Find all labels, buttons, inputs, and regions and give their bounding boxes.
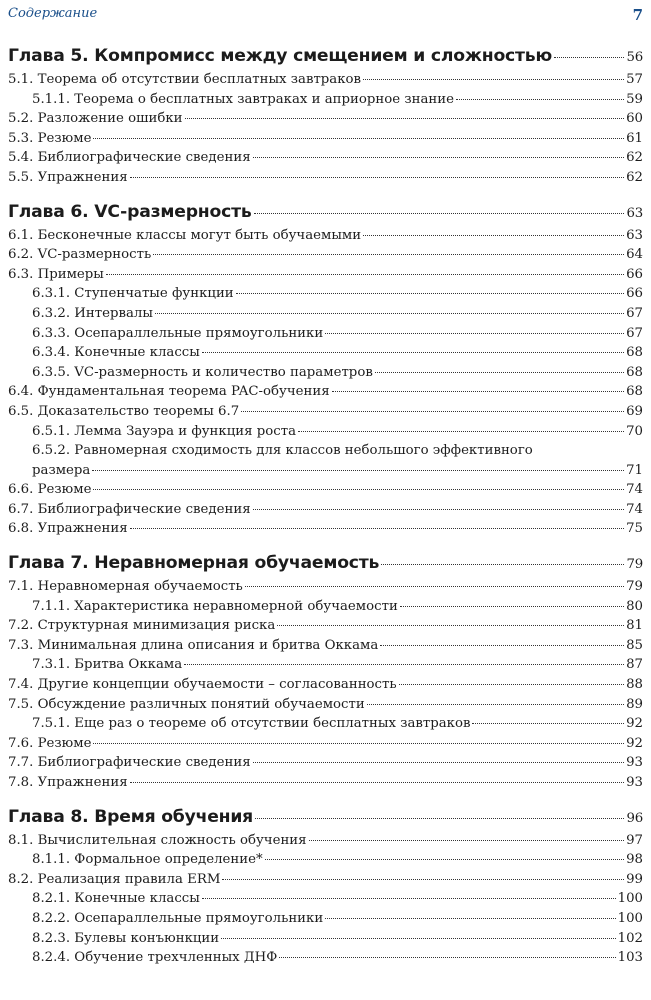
toc-page-number: 103 xyxy=(617,950,643,966)
toc-subsection-entry[interactable] xyxy=(8,597,643,617)
toc-page-number: 98 xyxy=(626,852,643,868)
dot-leader xyxy=(456,99,624,100)
toc-entry-title: Глава 5. Компромисс между смещением и сложностью xyxy=(8,46,552,66)
toc-page-number: 60 xyxy=(626,111,643,127)
toc-section-entry[interactable] xyxy=(8,226,643,246)
toc-section-entry[interactable] xyxy=(8,753,643,773)
toc-page-number: 99 xyxy=(626,871,643,887)
toc-entry-title: 6.3. Примеры xyxy=(8,266,104,282)
toc-entry-continuation xyxy=(32,461,643,481)
toc-page-number: 80 xyxy=(626,598,643,614)
dot-leader xyxy=(185,118,625,119)
toc-page-number: 75 xyxy=(626,521,643,537)
toc-entry-title: 6.3.5. VC-размерность и количество параметров xyxy=(32,364,373,380)
dot-leader xyxy=(130,528,624,529)
toc-section-entry[interactable] xyxy=(8,577,643,597)
toc-subsection-entry[interactable] xyxy=(8,889,643,909)
toc-page-number: 93 xyxy=(626,755,643,771)
toc-entry-title: 7.8. Упражнения xyxy=(8,775,128,790)
toc-entry-title: 6.1. Бесконечные классы могут быть обучаемыми xyxy=(8,227,362,243)
toc-entry-title: 7.6. Резюме xyxy=(8,735,92,751)
dot-leader xyxy=(253,157,625,158)
toc-entry-title: 6.2. VC-размерность xyxy=(8,247,152,263)
dot-leader xyxy=(202,352,624,353)
toc-entry-title: 8.2.3. Булевы конъюнкции xyxy=(32,930,220,946)
toc-entry-title: 7.7. Библиографические сведения xyxy=(8,755,251,771)
toc-subsection-entry[interactable] xyxy=(8,441,643,480)
toc-page-number: 93 xyxy=(626,775,643,790)
dot-leader xyxy=(202,898,616,899)
toc-entry-title: 8.1. Вычислительная сложность обучения xyxy=(8,832,307,848)
toc-page-number: 97 xyxy=(626,832,643,848)
toc-entry-title: 6.8. Упражнения xyxy=(8,521,128,537)
toc-entry-title: 6.4. Фундаментальная теорема PAC-обучения xyxy=(8,384,330,400)
toc-entry-title: 8.2. Реализация правила ERM xyxy=(8,871,221,887)
dot-leader xyxy=(93,489,624,490)
toc-page-number: 79 xyxy=(626,579,643,595)
dot-leader xyxy=(399,684,624,685)
toc-page-number: 87 xyxy=(626,657,643,673)
dot-leader xyxy=(381,564,624,565)
dot-leader xyxy=(93,743,624,744)
toc-entry-title: 6.7. Библиографические сведения xyxy=(8,501,251,517)
toc-entry-title: 5.2. Разложение ошибки xyxy=(8,111,183,127)
toc-section-entry[interactable] xyxy=(8,519,643,539)
toc-section-entry[interactable] xyxy=(8,870,643,890)
toc-section-entry[interactable] xyxy=(8,695,643,715)
toc-entry-title: Глава 6. VC-размерность xyxy=(8,201,252,222)
dot-leader xyxy=(253,509,625,510)
toc-page-number: 64 xyxy=(626,247,643,263)
toc-entry-title: 6.6. Резюме xyxy=(8,482,92,498)
dot-leader xyxy=(130,177,624,178)
dot-leader xyxy=(472,723,624,724)
toc-entry-title: 6.3.2. Интервалы xyxy=(32,305,153,321)
toc-entry-title: Глава 8. Время обучения xyxy=(8,806,254,827)
toc-entry-title: 6.5. Доказательство теоремы 6.7 xyxy=(8,403,240,419)
toc-subsection-entry[interactable] xyxy=(8,714,643,734)
dot-leader xyxy=(325,918,615,919)
toc-section-entry[interactable] xyxy=(8,129,643,149)
toc-entry-title: 6.3.4. Конечные классы xyxy=(32,345,200,361)
toc-page-number: 88 xyxy=(626,677,643,693)
toc-chapter-entry[interactable] xyxy=(8,200,643,226)
toc-page-number: 69 xyxy=(626,403,643,419)
dot-leader xyxy=(130,782,624,783)
toc-entry-title: 7.3. Минимальная длина описания и бритва Оккама xyxy=(8,637,379,653)
dot-leader xyxy=(325,333,624,334)
toc-page-number: 100 xyxy=(617,891,643,907)
toc-chapter-entry[interactable] xyxy=(8,44,643,70)
dot-leader xyxy=(298,431,624,432)
toc-page-number: 59 xyxy=(626,91,643,107)
toc-page-number: 67 xyxy=(626,325,643,341)
toc-page-number: 62 xyxy=(626,150,643,166)
toc-section-entry[interactable] xyxy=(8,402,643,422)
toc-entry-title: 5.5. Упражнения xyxy=(8,169,128,185)
toc-entry-title: 7.1. Неравномерная обучаемость xyxy=(8,579,243,595)
toc-entry-title: 7.5.1. Еще раз о теореме об отсутствии бесплатных завтраков xyxy=(32,716,471,732)
dot-leader xyxy=(279,957,615,958)
toc-page-number: 70 xyxy=(626,423,643,439)
toc-section-entry[interactable] xyxy=(8,831,643,851)
toc-entry-title: 6.5.2. Равномерная сходимость для классов небольшого эффективного xyxy=(32,443,533,459)
toc-subsection-entry[interactable] xyxy=(8,850,643,870)
toc-page-number: 81 xyxy=(626,618,643,634)
toc-page-number: 61 xyxy=(626,130,643,146)
toc-page-number: 68 xyxy=(626,384,643,400)
dot-leader xyxy=(255,818,624,819)
toc-section-entry[interactable] xyxy=(8,500,643,520)
dot-leader xyxy=(253,762,625,763)
toc-entry-title: 7.3.1. Бритва Оккама xyxy=(32,657,183,673)
toc-subsection-entry[interactable] xyxy=(8,284,643,304)
toc-subsection-entry[interactable] xyxy=(8,929,643,949)
toc-subsection-entry[interactable] xyxy=(8,422,643,442)
toc-subsection-entry[interactable] xyxy=(8,90,643,110)
table-of-contents xyxy=(8,44,643,968)
toc-page-number: 66 xyxy=(626,266,643,282)
dot-leader xyxy=(184,664,624,665)
toc-page-number: 56 xyxy=(626,50,643,65)
toc-page-number: 67 xyxy=(626,305,643,321)
dot-leader xyxy=(106,274,624,275)
toc-section-entry[interactable] xyxy=(8,675,643,695)
toc-entry-title: 8.2.2. Осепараллельные прямоугольники xyxy=(32,910,324,926)
toc-subsection-entry[interactable] xyxy=(8,304,643,324)
toc-page-number: 92 xyxy=(626,735,643,751)
dot-leader xyxy=(400,606,624,607)
toc-page-number: 66 xyxy=(626,286,643,302)
dot-leader xyxy=(241,411,624,412)
toc-section-entry[interactable] xyxy=(8,382,643,402)
toc-subsection-entry[interactable] xyxy=(8,655,643,675)
toc-entry-title: размера xyxy=(32,462,91,478)
dot-leader xyxy=(277,625,624,626)
toc-page-number: 68 xyxy=(626,345,643,361)
toc-page-number: 71 xyxy=(626,462,643,478)
dot-leader xyxy=(245,586,624,587)
toc-section-entry[interactable] xyxy=(8,636,643,656)
toc-entry-title: 5.1.1. Теорема о бесплатных завтраках и априорное знание xyxy=(32,91,455,107)
toc-page-number: 63 xyxy=(626,205,643,221)
dot-leader xyxy=(155,313,624,314)
dot-leader xyxy=(309,840,625,841)
toc-page-number: 74 xyxy=(626,501,643,517)
toc-entry-title: 8.2.4. Обучение трехчленных ДНФ xyxy=(32,950,278,966)
toc-entry-title: 7.1.1. Характеристика неравномерной обучаемости xyxy=(32,598,398,614)
toc-page-number: 68 xyxy=(626,364,643,380)
toc-page-number: 62 xyxy=(626,169,643,185)
dot-leader xyxy=(554,57,624,58)
toc-entry-title: 7.4. Другие концепции обучаемости – согласованность xyxy=(8,677,397,693)
toc-page-number: 96 xyxy=(626,810,643,826)
dot-leader xyxy=(265,859,624,860)
toc-page-number: 89 xyxy=(626,696,643,712)
toc-page-number: 79 xyxy=(626,557,643,573)
toc-chapter-entry[interactable] xyxy=(8,805,643,831)
toc-section-entry[interactable] xyxy=(8,70,643,90)
dot-leader xyxy=(222,879,624,880)
running-header xyxy=(8,6,643,28)
toc-subsection-entry[interactable] xyxy=(8,909,643,929)
toc-entry-title: Глава 7. Неравномерная обучаемость xyxy=(8,553,380,574)
toc-chapter-entry[interactable] xyxy=(8,551,643,577)
toc-section-entry[interactable] xyxy=(8,109,643,129)
header-page-number: 7 xyxy=(632,6,643,24)
toc-entry-title: 7.2. Структурная минимизация риска xyxy=(8,618,276,634)
toc-entry-title: 6.3.1. Ступенчатые функции xyxy=(32,286,234,302)
toc-section-entry[interactable] xyxy=(8,616,643,636)
dot-leader xyxy=(332,391,624,392)
toc-subsection-entry[interactable] xyxy=(8,363,643,383)
dot-leader xyxy=(367,704,624,705)
toc-section-entry[interactable] xyxy=(8,480,643,500)
toc-subsection-entry[interactable] xyxy=(8,948,643,968)
toc-section-entry[interactable] xyxy=(8,168,643,188)
dot-leader xyxy=(363,79,624,80)
toc-entry-title: 6.5.1. Лемма Зауэра и функция роста xyxy=(32,423,297,439)
toc-section-entry[interactable] xyxy=(8,245,643,265)
toc-entry-title: 8.2.1. Конечные классы xyxy=(32,891,200,907)
toc-subsection-entry[interactable] xyxy=(8,343,643,363)
dot-leader xyxy=(221,938,615,939)
dot-leader xyxy=(236,293,624,294)
dot-leader xyxy=(153,254,624,255)
toc-section-entry[interactable] xyxy=(8,734,643,754)
toc-section-entry[interactable] xyxy=(8,148,643,168)
toc-page-number: 102 xyxy=(617,930,643,946)
dot-leader xyxy=(93,138,624,139)
toc-section-entry[interactable] xyxy=(8,773,643,793)
toc-page-number: 74 xyxy=(626,482,643,498)
toc-entry-title: 5.3. Резюме xyxy=(8,130,92,146)
dot-leader xyxy=(380,645,624,646)
dot-leader xyxy=(254,213,625,214)
toc-entry-title: 5.4. Библиографические сведения xyxy=(8,150,251,166)
toc-page-number: 100 xyxy=(617,910,643,926)
dot-leader xyxy=(375,372,624,373)
toc-subsection-entry[interactable] xyxy=(8,324,643,344)
toc-section-entry[interactable] xyxy=(8,265,643,285)
dot-leader xyxy=(92,470,624,471)
toc-page-number: 63 xyxy=(626,227,643,243)
header-section-title: Содержание xyxy=(8,6,98,21)
toc-page-number: 85 xyxy=(626,637,643,653)
toc-entry-title: 8.1.1. Формальное определение* xyxy=(32,852,263,868)
toc-entry-title: 5.1. Теорема об отсутствии бесплатных завтраков xyxy=(8,72,362,87)
toc-entry-title: 7.5. Обсуждение различных понятий обучаемости xyxy=(8,696,365,712)
toc-page-number: 92 xyxy=(626,716,643,732)
toc-entry-title: 6.3.3. Осепараллельные прямоугольники xyxy=(32,325,324,341)
toc-page-number: 57 xyxy=(626,72,643,87)
dot-leader xyxy=(363,235,624,236)
